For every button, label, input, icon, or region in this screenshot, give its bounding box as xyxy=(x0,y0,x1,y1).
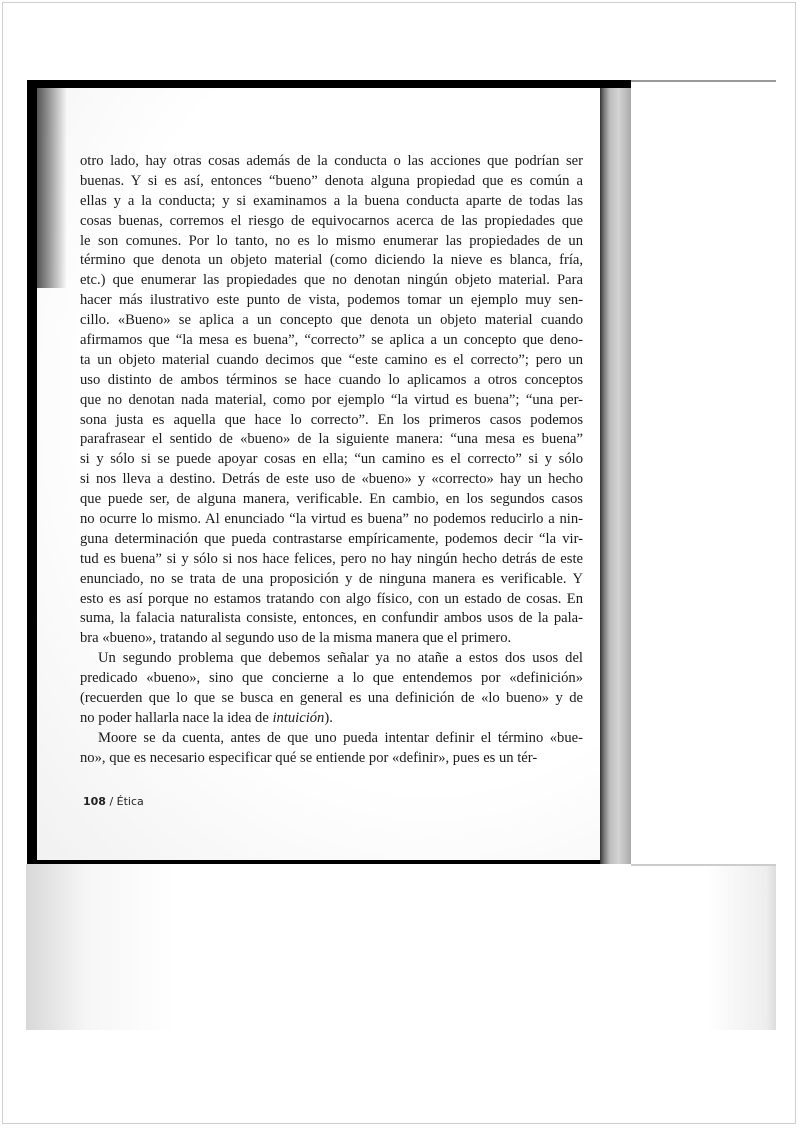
italic-term: intuición xyxy=(272,709,325,726)
text-line: que no denotan nada material, como por ejemplo “la virtud es buena”; “una per- xyxy=(80,391,583,408)
text-line: que puede ser, de alguna manera, verificable. En cambio, en los segundos casos xyxy=(80,491,583,508)
text-line: no», que es necesario especificar qué se entiende por «definir», pues es un tér- xyxy=(80,749,538,766)
text-line: uso distinto de ambos términos se hace cuando lo aplicamos a otros conceptos xyxy=(80,371,583,388)
text-line: si y sólo si se puede apoyar cosas en ella; “un camino es el correcto” si y sólo xyxy=(80,451,583,468)
page-number: 108 xyxy=(83,795,106,808)
text-line: suma, la falacia naturalista consiste, entonces, en confundir ambos usos de la pala- xyxy=(80,610,583,627)
text-line: Moore se da cuenta, antes de que uno pueda intentar definir el término «bue- xyxy=(98,729,583,746)
text-line: esto es así porque no estamos tratando con algo físico, con un estado de cosas. En xyxy=(80,590,583,607)
page-footer xyxy=(83,795,144,808)
text-line: afirmamos que “la mesa es buena”, “correcto” se aplica a un concepto que deno- xyxy=(80,332,583,349)
lower-right-edge xyxy=(631,864,776,866)
text-line: otro lado, hay otras cosas además de la conducta o las acciones que podrían ser xyxy=(80,153,583,169)
body-text xyxy=(80,152,583,769)
text-line xyxy=(80,709,583,729)
text-line: enunciado, no se trata de una proposición y de ninguna manera es verificable. Y xyxy=(80,570,583,587)
text-line: cosas buenas, corremos el riesgo de equivocarnos acerca de las propiedades que xyxy=(80,212,583,229)
text-segment: no poder hallarla nace la idea de xyxy=(80,709,273,726)
paragraph-2 xyxy=(80,649,583,709)
text-line: sona justa es aquella que hace lo correcto”. En los primeros casos podemos xyxy=(80,411,583,428)
text-line: hacer más ilustrativo este punto de vista, podemos tomar un ejemplo muy sen- xyxy=(80,292,583,309)
text-line: guna determinación que pueda contrastarse empíricamente, podemos decir “la vir- xyxy=(80,530,583,547)
text-line: bra «bueno», tratando al segundo uso de la misma manera que el primero. xyxy=(80,630,512,647)
text-line: si nos lleva a destino. Detrás de este uso de «bueno» y «correcto» hay un hecho xyxy=(80,471,583,488)
text-line: etc.) que enumerar las propiedades que no denotan ningún objeto material. Para xyxy=(80,272,583,289)
page-shadow xyxy=(37,88,67,288)
lower-scan-area xyxy=(26,864,776,1030)
paragraph-1 xyxy=(80,152,583,649)
text-line: no ocurre lo mismo. Al enunciado “la virtud es buena” no podemos reducirlo a nin- xyxy=(80,511,583,528)
text-line: Un segundo problema que debemos señalar ya no atañe a estos dos usos del xyxy=(98,650,583,667)
facing-page-edge xyxy=(631,80,776,82)
paragraph-3 xyxy=(80,729,583,769)
text-segment: ). xyxy=(324,709,333,726)
text-line: (recuerden que lo que se busca en general es una definición de «lo bueno» y de xyxy=(80,690,583,707)
text-line: tud es buena” si y sólo si nos hace felices, pero no hay ningún hecho detrás de este xyxy=(80,550,583,567)
footer-separator: / xyxy=(105,795,117,808)
text-line: término que denota un objeto material (como diciendo la nieve es blanca, fría, xyxy=(80,252,583,269)
book-title: Ética xyxy=(116,795,144,808)
text-line: parafrasear el sentido de «bueno» de la siguiente manera: “una mesa es buena” xyxy=(80,431,583,448)
text-line: buenas. Y si es así, entonces “bueno” denota alguna propiedad que es común a xyxy=(80,172,583,189)
text-line: ta un objeto material cuando decimos que “este camino es el correcto”; pero un xyxy=(80,351,583,368)
text-line: predicado «bueno», sino que concierne a lo que entendemos por «definición» xyxy=(80,670,583,687)
text-line: cillo. «Bueno» se aplica a un concepto que denota un objeto material cuando xyxy=(80,312,583,329)
text-line: ellas y a la conducta; y si examinamos a la buena conducta aparte de todas las xyxy=(80,192,583,209)
text-line: le son comunes. Por lo tanto, no es lo mismo enumerar las propiedades de un xyxy=(80,232,583,249)
book-gutter xyxy=(600,88,631,864)
